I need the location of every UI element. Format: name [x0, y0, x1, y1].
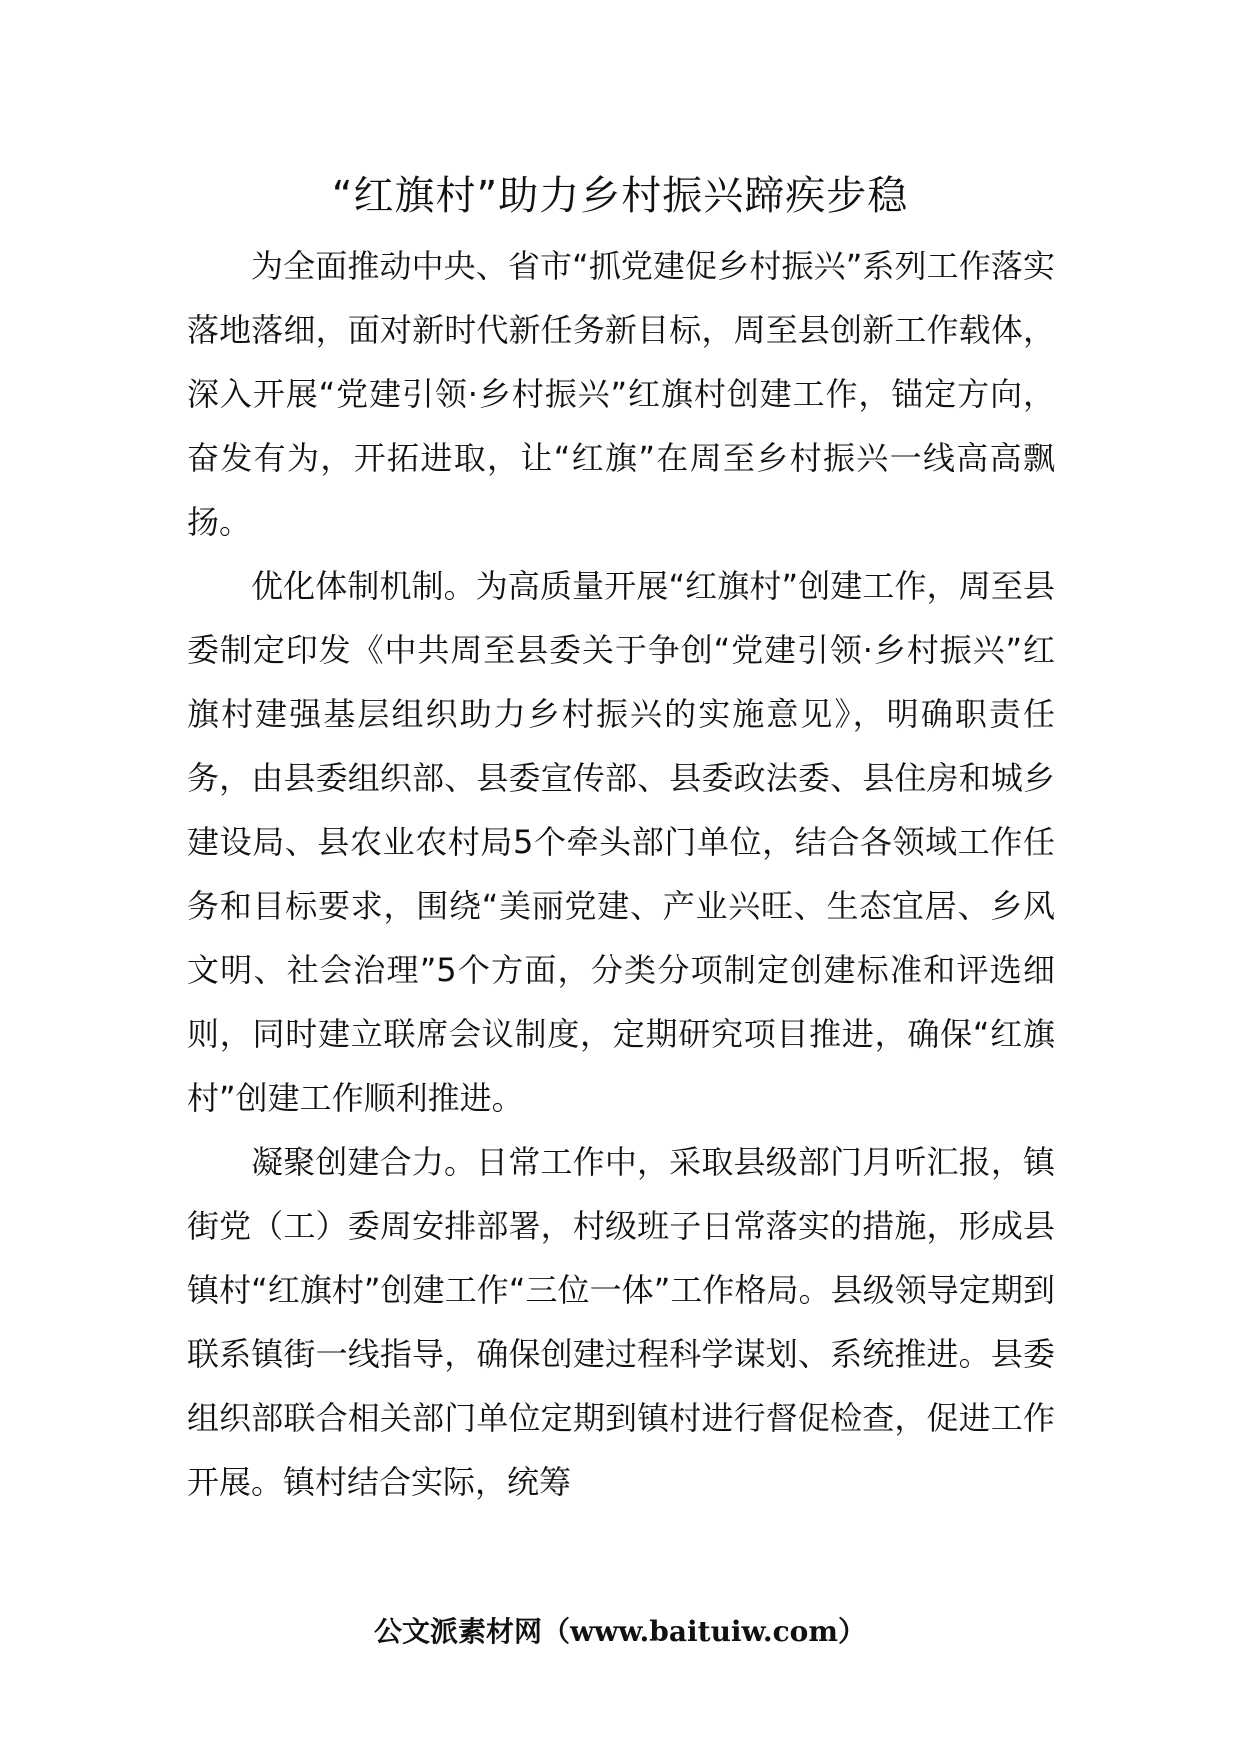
paragraph-joint-effort: 凝聚创建合力。日常工作中，采取县级部门月听汇报，镇街党（工）委周安排部署，村级班子日常落实的措施，形成县镇村“红旗村”创建工作“三位一体”工作格局。县级领导定期到联系镇街一线指导，确保创建过程科学谋划、系统推进。县委组织部联合相关部门单位定期到镇村进行督促检查，促进工作开展。镇村结合实际，统筹 [187, 1143, 1055, 1501]
document-title: “红旗村”助力乡村振兴蹄疾步稳 [331, 173, 909, 219]
footer-watermark: 公文派素材网（www.baituiw.com） [374, 1615, 866, 1648]
paragraph-intro: 为全面推动中央、省市“抓党建促乡村振兴”系列工作落实落地落细，面对新时代新任务新目标，周至县创新工作载体，深入开展“党建引领·乡村振兴”红旗村创建工作，锚定方向，奋发有为，开拓进取，让“红旗”在周至乡村振兴一线高高飘扬。 [187, 247, 1055, 541]
document-body [187, 234, 1055, 1514]
paragraph-optimize-mechanism: 优化体制机制。为高质量开展“红旗村”创建工作，周至县委制定印发《中共周至县委关于争创“党建引领·乡村振兴”红旗村建强基层组织助力乡村振兴的实施意见》，明确职责任务，由县委组织部、县委宣传部、县委政法委、县住房和城乡建设局、县农业农村局5个牵头部门单位，结合各领域工作任务和目标要求，围绕“美丽党建、产业兴旺、生态宜居、乡风文明、社会治理”5个方面，分类分项制定创建标准和评选细则，同时建立联席会议制度，定期研究项目推进，确保“红旗村”创建工作顺利推进。 [187, 567, 1055, 1117]
